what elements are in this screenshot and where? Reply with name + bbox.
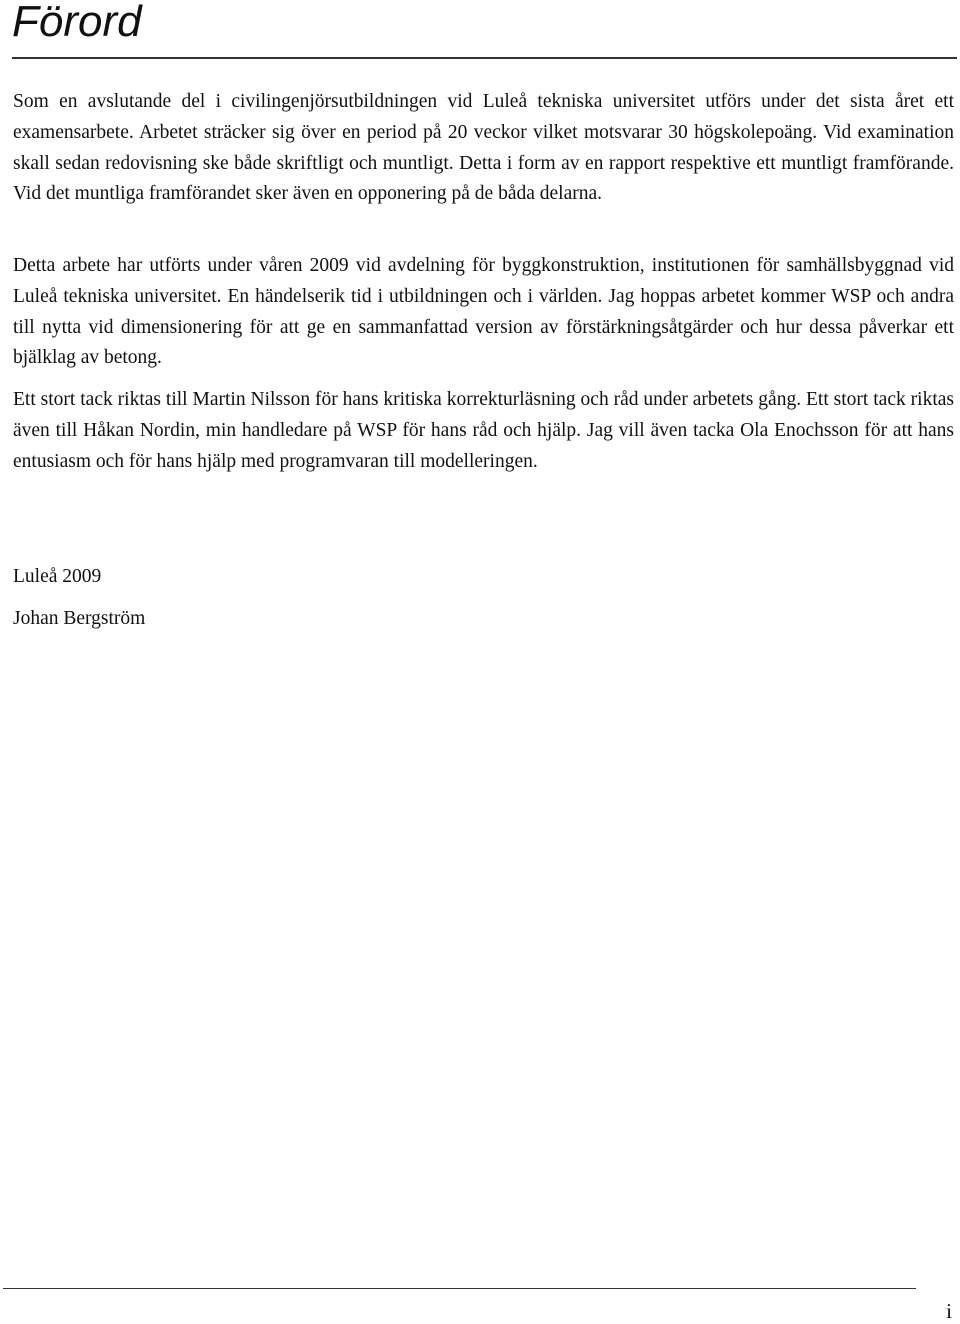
foreword-paragraph-2: Detta arbete har utförts under våren 2009 vid avdelning för byggkonstruktion, institutionen för samhällsbyggnad vid Luleå tekniska universitet. En händelserik tid i utbildningen och i världen. Jag hoppas arbetet kommer WSP och andra till nytta vid dimensionering för att ge en sammanfattad version av förstärkningsåtgärder och hur dessa påverkar ett bjälklag av betong. <box>13 255 954 369</box>
footer-divider <box>3 1288 916 1289</box>
page-number: i <box>946 1299 952 1323</box>
signature-author: Johan Bergström <box>13 608 146 629</box>
signature-place-year: Luleå 2009 <box>13 566 102 587</box>
foreword-paragraph-3: Ett stort tack riktas till Martin Nilsson för hans kritiska korrekturläsning och råd under arbetets gång. Ett stort tack riktas även till Håkan Nordin, min handledare på WSP för hans råd och hjälp. Jag vill även tacka Ola Enochsson för att hans entusiasm och för hans hjälp med programvaran till modelleringen. <box>13 389 954 472</box>
page-title: Förord <box>12 0 142 46</box>
title-divider <box>12 57 957 59</box>
foreword-paragraph-1: Som en avslutande del i civilingenjörsutbildningen vid Luleå tekniska universitet utförs under det sista året ett examensarbete. Arbetet sträcker sig över en period på 20 veckor vilket motsvarar 30 högskolepoäng. Vid examination skall sedan redovisning ske både skriftligt och muntligt. Detta i form av en rapport respektive ett muntligt framförande. Vid det muntliga framförandet sker även en opponering på de båda delarna. <box>13 91 954 205</box>
